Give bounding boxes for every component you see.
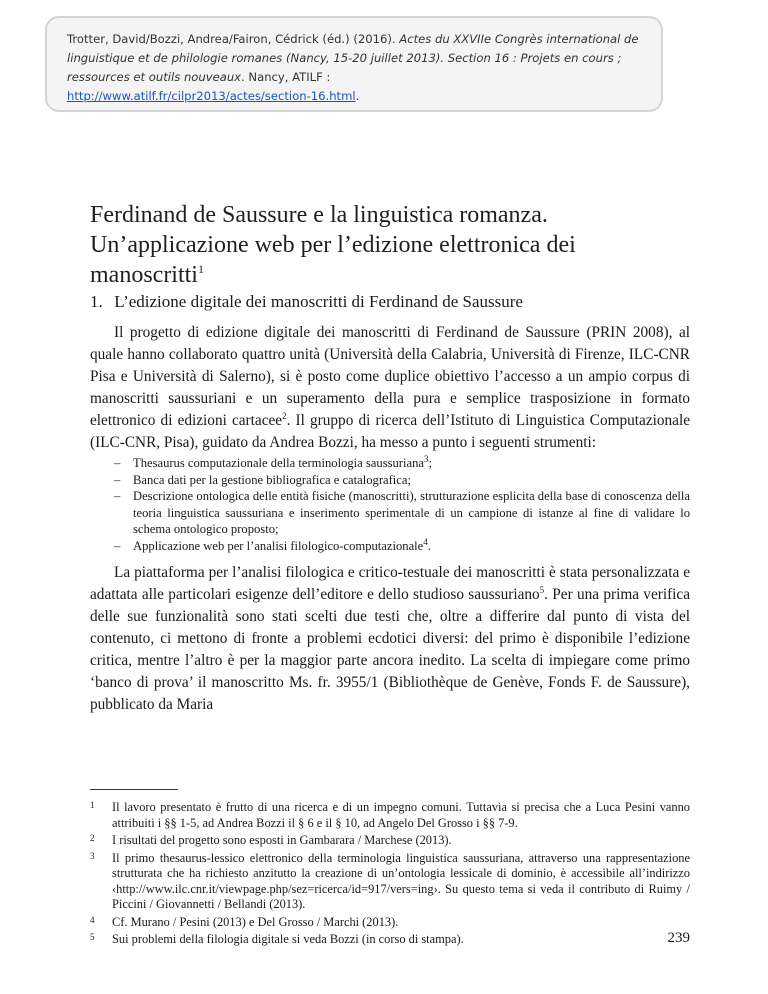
list-item <box>90 488 690 538</box>
citation-url-end: . <box>355 89 360 103</box>
footnote-item <box>90 932 690 948</box>
list-item <box>90 455 690 472</box>
footnote-item <box>90 915 690 931</box>
footnote-text: Sui problemi della filologia digitale si veda Bozzi (in corso di stampa). <box>112 932 464 946</box>
footnote-number: 1 <box>90 800 95 810</box>
article-title-footnote-ref[interactable]: 1 <box>197 262 204 276</box>
citation-box <box>45 16 663 112</box>
footnote-item <box>90 833 690 849</box>
list-item <box>90 472 690 489</box>
footnote-ref-4[interactable]: 4 <box>423 536 428 547</box>
footnotes-list <box>90 800 690 950</box>
citation-url-link[interactable]: http://www.atilf.fr/cilpr2013/actes/section-16.html <box>67 89 356 103</box>
paragraph-1 <box>90 322 690 454</box>
tools-list <box>90 455 690 554</box>
list-dash: – <box>114 538 121 553</box>
list-dash: – <box>114 456 121 470</box>
list-item-text: Applicazione web per l’analisi filologico-computazionale <box>133 538 424 553</box>
paragraph-2-text-cont: . Per una prima verifica delle sue funzionalità sono stati scelti due testi che, oltre a differire dal punto di vista del contenuto, ci mettono di fronte a problemi ecdotici diversi: del primo è disponibile l’edizione critica, mentre l’altro è per la maggior parte ancora inedito. La scelta di impiegare come primo ‘banco di prova’ il manoscritto Ms. fr. 3955/1 (Bibliothèque de Genève, Fonds F. de Saussure), pubblicato da Maria <box>90 586 690 713</box>
footnote-item <box>90 851 690 913</box>
footnote-item <box>90 800 690 831</box>
citation-publisher: . Nancy, ATILF : <box>241 70 331 84</box>
article-title-line1: Ferdinand de Saussure e la linguistica romanza. <box>90 202 548 228</box>
section-heading <box>90 292 690 312</box>
list-item-text: Banca dati per la gestione bibliografica e catalografica; <box>133 472 411 487</box>
footnote-ref-2[interactable]: 2 <box>282 410 287 421</box>
footnote-text: I risultati del progetto sono esposti in Gambarara / Marchese (2013). <box>112 833 452 847</box>
citation-authors: Trotter, David/Bozzi, Andrea/Fairon, Cédrick (éd.) (2016). <box>67 32 396 46</box>
footnote-ref-5[interactable]: 5 <box>539 584 545 595</box>
footnote-number: 3 <box>90 850 95 861</box>
footnote-number: 5 <box>90 932 95 942</box>
article-title-line2: Un’applicazione web per l’edizione elettronica dei manoscritti <box>90 232 576 288</box>
footnote-number: 4 <box>90 914 95 925</box>
paragraph-2 <box>90 562 690 716</box>
list-item-end: ; <box>428 456 432 470</box>
paragraph-1-text-cont: . Il gruppo di ricerca dell’Istituto di Linguistica Computazionale (ILC-CNR, Pisa), guidato da Andrea Bozzi, ha messo a punto i seguenti strumenti: <box>90 412 690 451</box>
list-item-text: Thesaurus computazionale della terminologia saussuriana <box>133 456 424 470</box>
section-number: 1. <box>90 292 103 311</box>
list-item <box>90 538 690 555</box>
list-dash: – <box>114 489 121 503</box>
page-number: 239 <box>667 930 690 946</box>
section-heading-text: L’edizione digitale dei manoscritti di Ferdinand de Saussure <box>114 292 523 311</box>
list-item-end: . <box>427 538 431 553</box>
paragraph-1-text: Il progetto di edizione digitale dei manoscritti di Ferdinand de Saussure (PRIN 2008), al quale hanno collaborato quattro unità (Università della Calabria, Università di Firenze, ILC-CNR Pisa e Università di Salerno), si è posto come duplice obiettivo l’accesso a un ampio corpus di manoscritti saussuriani e un superamento della pura e semplice trasposizione in formato elettronico di edizioni cartacee <box>90 324 690 429</box>
footnote-text: Il lavoro presentato è frutto di una ricerca e di un impegno comuni. Tuttavia si precisa che a Luca Pesini vanno attribuiti i §§ 1-5, ad Andrea Bozzi il § 6 e il § 10, ad Angelo Del Grosso i §§ 7-9. <box>112 800 690 830</box>
footnote-text: Cf. Murano / Pesini (2013) e Del Grosso / Marchi (2013). <box>112 914 399 929</box>
footnote-text: Il primo thesaurus-lessico elettronico della terminologia linguistica saussuriana, attraverso una rappresentazione strutturata che ha richiesto anzitutto la creazione di un’ontologia lessicale di dominio, è accessibile all’indirizzo ‹http://www.ilc.cnr.it/viewpage.php/sez=ricerca/id=917/vers=ing›. Su questo tema si veda il contributo di Ruimy / Piccini / Giovannetti / Bellandi (2013). <box>112 850 690 911</box>
citation-book-title: Actes du XXVIIe Congrès international de linguistique et de philologie romanes (Nancy, 15-20 juillet 2013). Section 16 : Projets en cours ; ressources et outils nouveaux <box>67 32 639 84</box>
footnote-ref-3[interactable]: 3 <box>423 453 429 464</box>
list-item-text: Descrizione ontologica delle entità fisiche (manoscritti), strutturazione esplicita della base di conoscenza della teoria linguistica saussuriana e inserimento sperimentale di un campione di istanze al fine di validare lo schema ontologico proposto; <box>133 489 690 536</box>
footnote-number: 2 <box>90 833 95 843</box>
footnote-divider <box>90 789 178 790</box>
list-dash: – <box>114 472 121 487</box>
paragraph-2-text: La piattaforma per l’analisi filologica e critico-testuale dei manoscritti è stata personalizzata e adattata alle particolari esigenze dell’editore e dello studioso saussuriano <box>90 564 690 603</box>
article-title <box>90 200 690 290</box>
